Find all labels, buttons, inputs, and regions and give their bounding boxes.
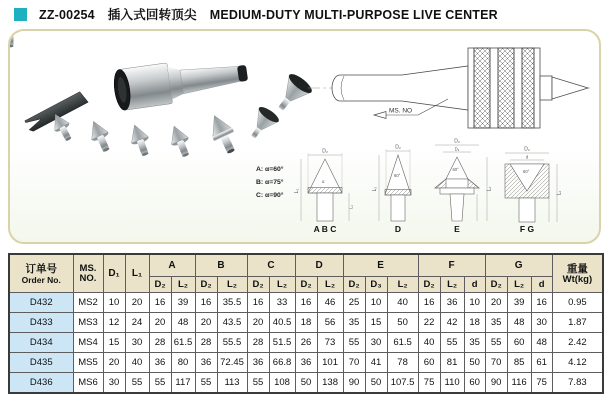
order-no-cell: D434 <box>9 333 73 353</box>
spec-value-cell: 7.83 <box>552 373 603 394</box>
spec-value-cell: 35.5 <box>217 293 247 313</box>
spec-value-cell: 75 <box>418 373 440 394</box>
spec-value-cell: 75 <box>531 373 552 394</box>
header-order-no <box>9 254 73 293</box>
spec-table-body <box>9 293 603 394</box>
subheader-c-d2: D₂ <box>247 277 269 293</box>
subheader-g-d2: D₂ <box>485 277 507 293</box>
spec-value-cell: 30 <box>365 333 387 353</box>
dim-angle-label: 60° <box>452 167 459 172</box>
spec-value-cell: MS6 <box>73 373 103 394</box>
spec-value-cell: 2.42 <box>552 333 603 353</box>
header-l1: L₁ <box>125 254 149 293</box>
spec-value-cell: 66.8 <box>269 353 295 373</box>
subheader-a-l2: L₂ <box>171 277 195 293</box>
spec-value-cell: 12 <box>103 313 125 333</box>
subheader-d-l2: L₂ <box>317 277 343 293</box>
spec-value-cell: 24 <box>125 313 149 333</box>
spec-value-cell: 20 <box>247 313 269 333</box>
order-no-cell: D435 <box>9 353 73 373</box>
header-weight <box>552 254 603 293</box>
spec-value-cell: 33 <box>269 293 295 313</box>
dim-l2-label: L₂ <box>372 186 378 192</box>
spec-value-cell: 30 <box>103 373 125 394</box>
spec-value-cell: 55 <box>125 373 149 394</box>
subheader-b-d2: D₂ <box>195 277 217 293</box>
spec-value-cell: 85 <box>507 353 531 373</box>
header-group-d: D <box>295 254 343 277</box>
spec-value-cell: 101 <box>317 353 343 373</box>
subheader-e-l2: L₂ <box>387 277 418 293</box>
tip-drawing-fg <box>505 147 563 235</box>
angle-note-a: A: α=60° <box>256 166 284 173</box>
spec-value-cell: 26 <box>295 333 317 353</box>
dim-d2-label: D₂ <box>322 148 328 155</box>
spec-value-cell: 16 <box>418 293 440 313</box>
angle-note-c: C: α=90° <box>256 192 284 199</box>
spec-value-cell: 35 <box>485 313 507 333</box>
spec-value-cell: 81 <box>440 353 464 373</box>
dim-d2-label: D₂ <box>524 146 530 153</box>
spec-value-cell: 55 <box>440 333 464 353</box>
header-weight-en: Wt(kg) <box>562 273 593 285</box>
spec-value-cell: 30 <box>531 313 552 333</box>
title-text <box>39 5 511 23</box>
tip-drawing-d <box>372 145 411 235</box>
header-ms-no <box>73 254 103 293</box>
table-row <box>9 373 603 394</box>
order-no-cell: D432 <box>9 293 73 313</box>
subheader-f-d2: D₂ <box>418 277 440 293</box>
spec-value-cell: 43.5 <box>217 313 247 333</box>
spec-value-cell: 117 <box>171 373 195 394</box>
subheader-e-d2: D₂ <box>343 277 365 293</box>
spec-value-cell: 16 <box>149 293 171 313</box>
spec-value-cell: 60 <box>418 353 440 373</box>
spec-value-cell: 40.5 <box>269 313 295 333</box>
dim-angle-label: 60° <box>523 169 530 174</box>
product-name-en: MEDIUM-DUTY MULTI-PURPOSE LIVE CENTER <box>209 8 498 22</box>
spec-value-cell: 51.5 <box>269 333 295 353</box>
spec-value-cell: 16 <box>295 293 317 313</box>
spec-value-cell: 55 <box>247 373 269 394</box>
spec-value-cell: 55 <box>195 373 217 394</box>
spec-value-cell: 61.5 <box>387 333 418 353</box>
header-group-b: B <box>195 254 247 277</box>
tip-label-e: E <box>454 224 460 234</box>
spec-value-cell: 39 <box>507 293 531 313</box>
angle-note-b: B: α=75° <box>256 179 284 186</box>
header-ms-line2: NO. <box>79 272 97 284</box>
spec-value-cell: 116 <box>507 373 531 394</box>
header-ms-line1: MS. <box>79 262 97 274</box>
spec-value-cell: 16 <box>247 293 269 313</box>
spec-value-cell: 35 <box>343 313 365 333</box>
spec-value-cell: MS4 <box>73 333 103 353</box>
spec-value-cell: 107.5 <box>387 373 418 394</box>
product-name-cn: 插入式回转顶尖 <box>107 8 197 22</box>
header-d1: D₁ <box>103 254 125 293</box>
spec-value-cell: 48 <box>531 333 552 353</box>
dim-d-label: d <box>525 154 529 160</box>
spec-value-cell: 25 <box>343 293 365 313</box>
tip-label-fg: F G <box>519 224 535 234</box>
tip-drawing-e <box>435 139 493 235</box>
spec-table <box>8 253 604 394</box>
spec-value-cell: 55 <box>485 333 507 353</box>
spec-value-cell: 110 <box>440 373 464 394</box>
spec-value-cell: 50 <box>365 373 387 394</box>
spec-value-cell: 78 <box>387 353 418 373</box>
header-weight-cn: 重量 <box>566 262 588 275</box>
table-row <box>9 293 603 313</box>
spec-value-cell: 40 <box>387 293 418 313</box>
spec-value-cell: 4.12 <box>552 353 603 373</box>
page-title <box>0 0 610 22</box>
spec-value-cell: 0.95 <box>552 293 603 313</box>
spec-value-cell: 18 <box>464 313 485 333</box>
spec-value-cell: 18 <box>295 313 317 333</box>
spec-value-cell: 72.45 <box>217 353 247 373</box>
subheader-f-l2: L₂ <box>440 277 464 293</box>
funnel-tip-large <box>270 71 315 117</box>
spec-value-cell: 50 <box>464 353 485 373</box>
order-no-cell: D433 <box>9 313 73 333</box>
subheader-b-l2: L₂ <box>217 277 247 293</box>
spec-value-cell: 10 <box>365 293 387 313</box>
subheader-a-d2: D₂ <box>149 277 171 293</box>
ms-no-label: MS. NO <box>389 107 413 115</box>
dim-d3-label: D₃ <box>454 146 460 152</box>
spec-value-cell: 60 <box>507 333 531 353</box>
spec-value-cell: MS5 <box>73 353 103 373</box>
live-center-body <box>112 52 250 111</box>
spec-value-cell: 55 <box>149 373 171 394</box>
spec-value-cell: 113 <box>217 373 247 394</box>
spec-value-cell: 60 <box>464 373 485 394</box>
dim-angle-label: 60° <box>394 173 401 178</box>
spec-value-cell: 36 <box>195 353 217 373</box>
spec-value-cell: 20 <box>485 293 507 313</box>
spec-value-cell: 10 <box>464 293 485 313</box>
header-group-e: E <box>343 254 418 277</box>
spec-value-cell: 108 <box>269 373 295 394</box>
spec-value-cell: 90 <box>343 373 365 394</box>
spec-value-cell: 46 <box>317 293 343 313</box>
table-row <box>9 353 603 373</box>
header-group-g: G <box>485 254 552 277</box>
table-row <box>9 313 603 333</box>
spec-value-cell: 10 <box>103 293 125 313</box>
spec-value-cell: 1.87 <box>552 313 603 333</box>
subheader-g-l2: L₂ <box>507 277 531 293</box>
subheader-d-d2: D₂ <box>295 277 317 293</box>
spec-value-cell: 20 <box>125 293 149 313</box>
spec-value-cell: 30 <box>125 333 149 353</box>
dim-d2-label: D₂ <box>395 144 401 151</box>
spec-value-cell: 70 <box>485 353 507 373</box>
tip-drawing-abc <box>294 149 354 235</box>
dim-l2-label: L₂ <box>556 190 563 196</box>
dim-d2-label: D₂ <box>454 138 460 145</box>
table-row <box>9 333 603 353</box>
cone-tip <box>10 31 19 47</box>
spec-value-cell: 42 <box>440 313 464 333</box>
spec-value-cell: 20 <box>103 353 125 373</box>
tip-label-abc: A B C <box>313 224 337 234</box>
spec-value-cell: 138 <box>317 373 343 394</box>
product-code: ZZ-00254 <box>39 8 95 22</box>
funnel-tip-small <box>244 104 282 143</box>
spec-value-cell: 73 <box>317 333 343 353</box>
figure-panel <box>8 29 601 244</box>
spec-value-cell: 70 <box>343 353 365 373</box>
header-order-no-cn: 订单号 <box>25 262 57 275</box>
spec-value-cell: 39 <box>171 293 195 313</box>
spec-value-cell: 16 <box>531 293 552 313</box>
spec-value-cell: 50 <box>387 313 418 333</box>
spec-value-cell: 36 <box>295 353 317 373</box>
spec-value-cell: 90 <box>485 373 507 394</box>
subheader-f-d: d <box>464 277 485 293</box>
spec-value-cell: 15 <box>365 313 387 333</box>
spec-value-cell: 41 <box>365 353 387 373</box>
angle-notes <box>256 165 284 199</box>
technical-drawing <box>308 48 590 128</box>
subheader-g-d: d <box>531 277 552 293</box>
tip-drawings <box>294 139 563 235</box>
spec-value-cell: 36 <box>440 293 464 313</box>
subheader-e-d3: D₃ <box>365 277 387 293</box>
spec-value-cell: 15 <box>103 333 125 353</box>
flanged-tip <box>204 111 241 157</box>
dim-l2-label: L₂ <box>486 186 493 192</box>
spec-value-cell: 35 <box>464 333 485 353</box>
spec-value-cell: 28 <box>247 333 269 353</box>
header-group-c: C <box>247 254 295 277</box>
header-group-a: A <box>149 254 195 277</box>
leader-arrow-icon <box>374 112 386 119</box>
spec-value-cell: MS3 <box>73 313 103 333</box>
dim-l1-label: L₁ <box>348 205 354 209</box>
spec-value-cell: 61 <box>531 353 552 373</box>
spec-table-header <box>9 254 603 293</box>
spec-value-cell: 28 <box>195 333 217 353</box>
dim-l2-label: L₂ <box>294 188 300 194</box>
header-group-f: F <box>418 254 485 277</box>
alpha-label: α <box>322 179 325 184</box>
subheader-c-l2: L₂ <box>269 277 295 293</box>
spec-value-cell: 20 <box>195 313 217 333</box>
product-photo <box>10 31 314 160</box>
spec-value-cell: 50 <box>295 373 317 394</box>
spec-value-cell: 56 <box>317 313 343 333</box>
spec-value-cell: 40 <box>125 353 149 373</box>
figure-svg <box>10 31 591 238</box>
spec-value-cell: 22 <box>418 313 440 333</box>
spec-value-cell: 61.5 <box>171 333 195 353</box>
spec-value-cell: MS2 <box>73 293 103 313</box>
spec-value-cell: 48 <box>171 313 195 333</box>
teal-square-bullet-icon <box>14 8 27 21</box>
spec-value-cell: 48 <box>507 313 531 333</box>
spec-value-cell: 28 <box>149 333 171 353</box>
spec-value-cell: 36 <box>149 353 171 373</box>
header-order-no-en: Order No. <box>21 274 61 285</box>
spec-value-cell: 40 <box>418 333 440 353</box>
spec-value-cell: 20 <box>149 313 171 333</box>
order-no-cell: D436 <box>9 373 73 394</box>
tip-label-d: D <box>394 224 402 234</box>
spec-value-cell: 36 <box>247 353 269 373</box>
spec-value-cell: 80 <box>171 353 195 373</box>
spec-value-cell: 55 <box>343 333 365 353</box>
spec-value-cell: 16 <box>195 293 217 313</box>
spec-value-cell: 55.5 <box>217 333 247 353</box>
